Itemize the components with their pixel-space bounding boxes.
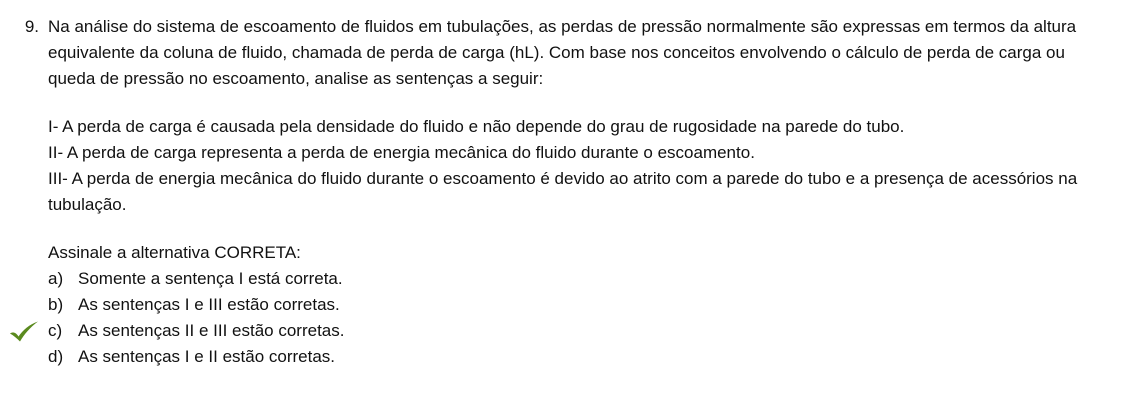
option-label: As sentenças I e III estão corretas. — [78, 295, 340, 314]
stem-spacer — [48, 92, 1105, 114]
option-label: As sentenças I e II estão corretas. — [78, 347, 336, 366]
answer-instruction: Assinale a alternativa CORRETA: — [48, 243, 301, 262]
option-label: As sentenças II e III estão corretas. — [78, 321, 345, 340]
correct-answer-check-icon — [8, 320, 42, 344]
question-number: 9. — [24, 17, 39, 36]
option-letter: a) — [48, 269, 64, 288]
option-label: Somente a sentença I está correta. — [78, 269, 343, 288]
sentence-item: III- A perda de energia mecânica do fluido durante o escoamento é devido ao atrito com a parede do tubo e a presença de acessórios na tubulação. — [48, 169, 1078, 214]
sentence-list — [48, 114, 1105, 218]
option-letter: b) — [48, 295, 64, 314]
answer-options — [48, 266, 1105, 370]
option-b[interactable] — [48, 292, 1105, 318]
sentence-item: II- A perda de carga representa a perda de energia mecânica do fluido durante o escoamento. — [48, 143, 755, 162]
option-letter: c) — [48, 321, 63, 340]
question-block — [18, 14, 1105, 370]
sentence-item: I- A perda de carga é causada pela densidade do fluido e não depende do grau de rugosidade na parede do tubo. — [48, 117, 905, 136]
option-letter: d) — [48, 347, 64, 366]
option-d[interactable] — [48, 344, 1105, 370]
question-body — [48, 14, 1105, 370]
sentences-spacer — [48, 218, 1105, 240]
option-a[interactable] — [48, 266, 1105, 292]
option-c[interactable] — [48, 318, 1105, 344]
question-stem: Na análise do sistema de escoamento de fluidos em tubulações, as perdas de pressão normalmente são expressas em termos da altura equivalente da coluna de fluido, chamada de perda de carga (hL). Com base nos conceitos envolvendo o cálculo de perda de carga ou queda de pressão no escoamento, analise as sentenças a seguir: — [48, 17, 1077, 88]
